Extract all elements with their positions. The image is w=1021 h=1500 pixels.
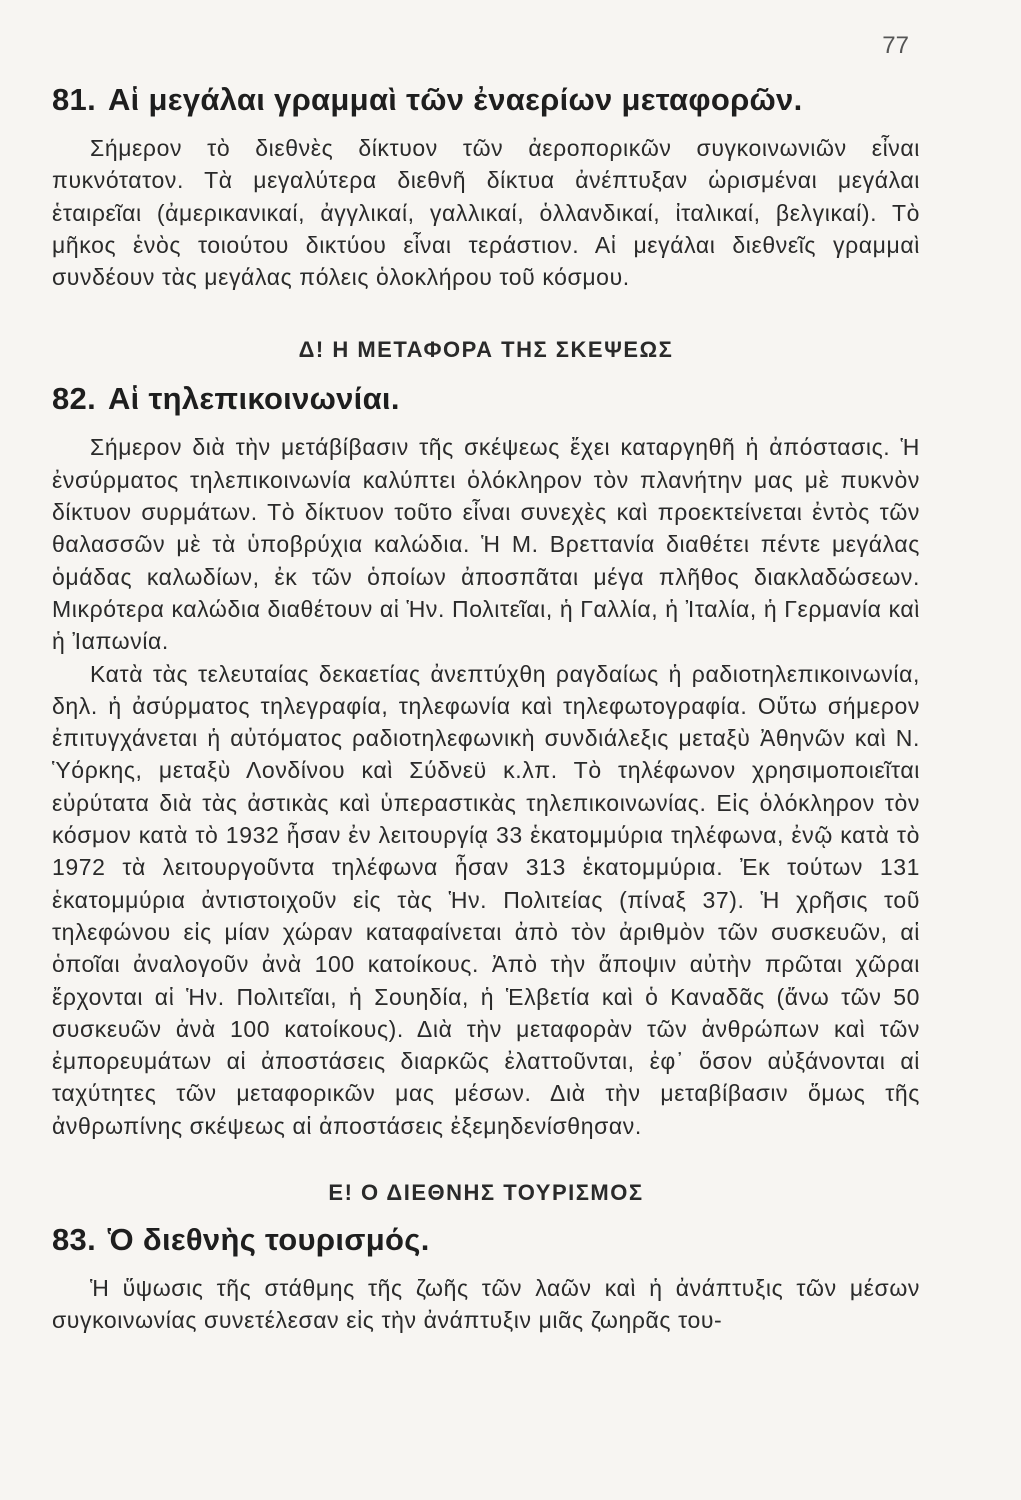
section-83-heading [52, 1222, 920, 1258]
section-82-number: 82. [52, 381, 96, 417]
section-83-paragraph-1: Ἡ ὕψωσις τῆς στάθμης τῆς ζωῆς τῶν λαῶν καὶ ἡ ἀνάπτυξις τῶν μέσων συγκοινωνίας συνετέλεσαν εἰς τὴν ἀνάπτυξιν μιᾶς ζωηρᾶς του- [52, 1275, 920, 1334]
section-e-title: Ε! Ο ΔΙΕΘΝΗΣ ΤΟΥΡΙΣΜΟΣ [328, 1180, 644, 1206]
section-82-paragraph-1: Σήμερον διὰ τὴν μετάβίβασιν τῆς σκέψεως ἔχει καταργηθῆ ἡ ἀπόστασις. Ἡ ἐνσύρματος τηλεπικοινωνία καλύπτει ὁλόκληρον τὸν πλανήτην μας μὲ πυκνὸν δίκτυον συρμάτων. Τὸ δίκτυον τοῦτο εἶναι συνεχὲς καὶ προεκτείνεται ἐντὸς τῶν θαλασσῶν μὲ τὰ ὑποβρύχια καλώδια. Ἡ Μ. Βρεττανία διαθέτει πέντε μεγάλας ὁμάδας καλωδίων, ἐκ τῶν ὁποίων ἀποσπᾶται μέγα πλῆθος διακλαδώσεων. Μικρότερα καλώδια διαθέτουν αἱ Ἡν. Πολιτεῖαι, ἡ Γαλλία, ἡ Ἰταλία, ἡ Γερμανία καὶ ἡ Ἰαπωνία. [52, 434, 920, 655]
section-82-paragraph-2: Κατὰ τὰς τελευταίας δεκαετίας ἀνεπτύχθη ραγδαίως ἡ ραδιοτηλεπικοινωνία, δηλ. ἡ ἀσύρματος τηλεγραφία, τηλεφωνία καὶ τηλεφωτογραφία. Οὕτω σήμερον ἐπιτυγχάνεται ἡ αὐτόματος ραδιοτηλεφωνικὴ συνδιάλεξις μεταξὺ Ἀθηνῶν καὶ Ν. Ὑόρκης, μεταξὺ Λονδίνου καὶ Σύδνεϋ κ.λπ. Τὸ τηλέφωνον χρησιμοποιεῖται εὐρύτατα διὰ τὰς ἀστικὰς καὶ ὑπεραστικὰς τηλεπικοινωνίας. Εἰς ὁλόκληρον τὸν κόσμον κατὰ τὸ 1932 ἦσαν ἐν λειτουργίᾳ 33 ἑκατομμύρια τηλέφωνα, ἐνῷ κατὰ τὸ 1972 τὰ λειτουργοῦντα τηλέφωνα ἦσαν 313 ἑκατομμύρια. Ἐκ τούτων 131 ἑκατομμύρια ἀντιστοιχοῦν εἰς τὰς Ἡν. Πολιτείας (πίναξ 37). Ἡ χρῆσις τοῦ τηλεφώνου εἰς μίαν χώραν καταφαίνεται ἀπὸ τὸν ἀριθμὸν τῶν συσκευῶν, αἱ ὁποῖαι ἀναλογοῦν ἀνὰ 100 κατοίκους. Ἀπὸ τὴν ἄποψιν αὐτὴν πρῶται χῶραι ἔρχονται αἱ Ἡν. Πολιτεῖαι, ἡ Σουηδία, ἡ Ἑλβετία καὶ ὁ Καναδᾶς (ἄνω τῶν 50 συσκευῶν ἀνὰ 100 κατοίκους). Διὰ τὴν μεταφορὰν τῶν ἀνθρώπων καὶ τῶν ἐμπορευμάτων αἱ ἀποστάσεις διαρκῶς ἐλαττοῦνται, ἐφ᾽ ὅσον αὐξάνονται αἱ ταχύτητες τῶν μεταφορικῶν μας μέσων. Διὰ τὴν μεταβίβασιν ὅμως τῆς ἀνθρωπίνης σκέψεως αἱ ἀποστάσεις ἐξεμηδενίσθησαν. [52, 660, 920, 1139]
section-82-heading [52, 381, 920, 417]
page-content [52, 82, 920, 1337]
section-81-number: 81. [52, 82, 96, 117]
section-81-paragraph-1: Σήμερον τὸ διεθνὲς δίκτυον τῶν ἀεροπορικῶν συγκοινωνιῶν εἶναι πυκνότατον. Τὰ μεγαλύτερα διεθνῆ δίκτυα ἀνέπτυξαν ὡρισμέναι μεγάλαι ἑταιρεῖαι (ἀμερικανικαί, ἀγγλικαί, γαλλικαί, ὁλλανδικαί, ἰταλικαί, βελγικαί). Τὸ μῆκος ἑνὸς τοιούτου δικτύου εἶναι τεράστιον. Αἱ μεγάλαι διεθνεῖς γραμμαὶ συνδέουν τὰς μεγάλας πόλεις ὁλοκλήρου τοῦ κόσμου. [52, 135, 920, 291]
section-81-title: Αἱ μεγάλαι γραμμαὶ τῶν ἐναερίων μεταφορῶν. [108, 82, 803, 117]
page-number: 77 [882, 32, 909, 59]
section-82-title: Αἱ τηλεπικοινωνίαι. [108, 381, 400, 417]
section-83-number: 83. [52, 1222, 96, 1258]
section-83-title: Ὁ διεθνὴς τουρισμός. [108, 1222, 430, 1258]
section-81-heading [52, 82, 920, 118]
section-d-title: Δ! Η ΜΕΤΑΦΟΡΑ ΤΗΣ ΣΚΕΨΕΩΣ [298, 337, 674, 363]
